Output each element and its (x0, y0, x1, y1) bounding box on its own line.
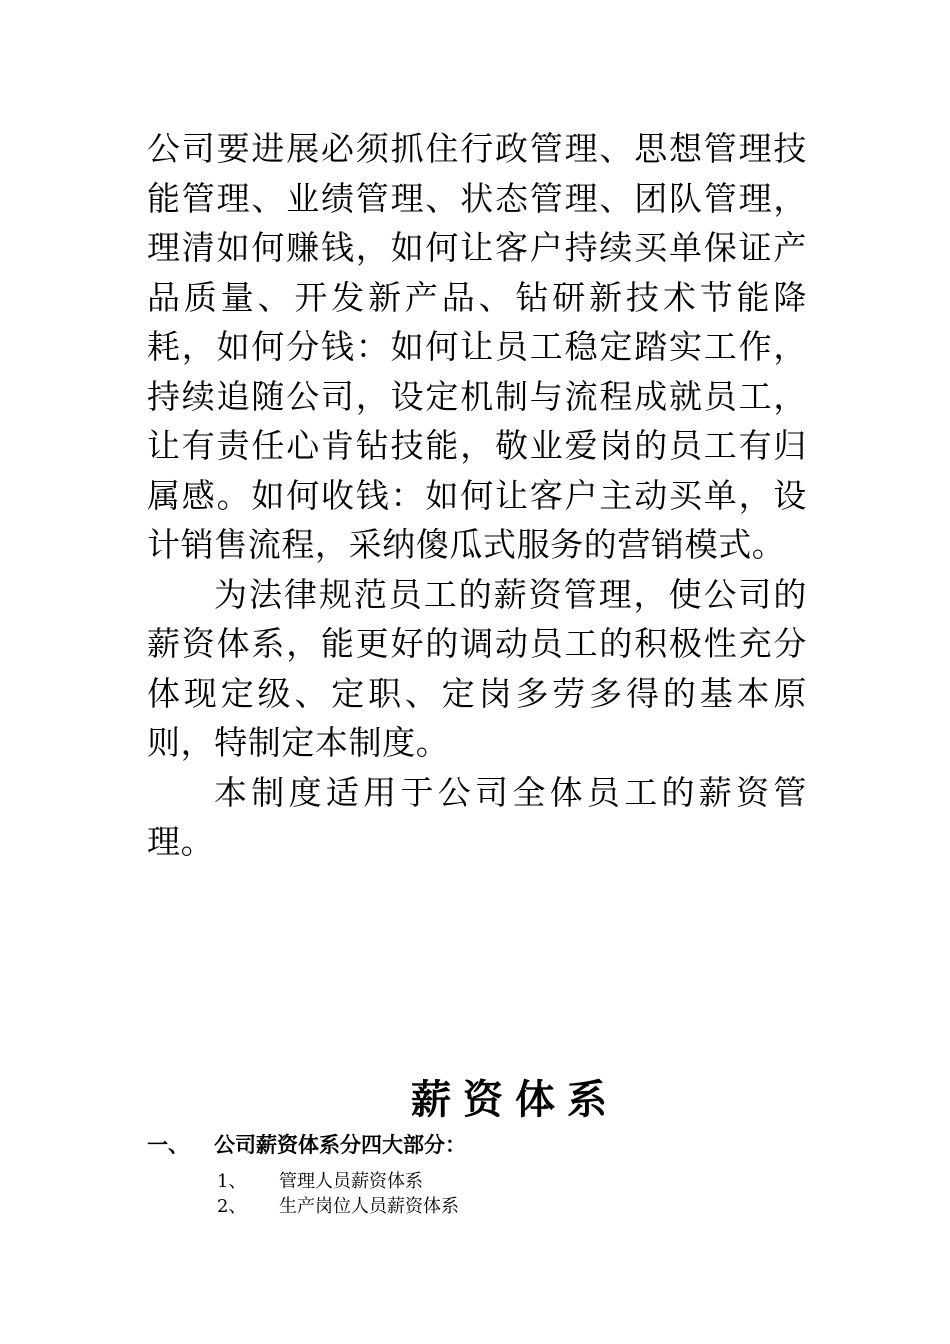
list-item-text: 生产岗位人员薪资体系 (279, 1196, 459, 1217)
list-item-text: 管理人员薪资体系 (279, 1171, 423, 1192)
list-item-number: 2、 (217, 1196, 247, 1217)
list-item-number: 1、 (217, 1171, 247, 1192)
paragraph-scope: 本制度适用于公司全体员工的薪资管理。 (147, 772, 807, 861)
list-item (217, 1194, 459, 1219)
paragraph-intro: 公司要进展必须抓住行政管理、思想管理技能管理、业绩管理、状态管理、团队管理，理清如何赚钱，如何让客户持续买单保证产品质量、开发新产品、钻研新技术节能降耗，如何分钱：如何让员工稳定踏实工作，持续追随公司，设定机制与流程成就员工，让有责任心肯钻技能，敬业爱岗的员工有归属感。如何收钱：如何让客户主动买单，设计销售流程，采纳傻瓜式服务的营销模式。 (147, 129, 807, 564)
body-text (147, 124, 807, 867)
outline-heading-number: 一、 (147, 1132, 189, 1157)
outline-list (217, 1169, 459, 1219)
section-title: 薪资体系 (411, 1076, 619, 1123)
outline-heading-text: 公司薪资体系分四大部分： (214, 1132, 466, 1157)
outline-heading (147, 1129, 466, 1159)
list-item (217, 1169, 459, 1194)
paragraph-purpose: 为法律规范员工的薪资管理，使公司的薪资体系，能更好的调动员工的积极性充分体现定级、定职、定岗多劳多得的基本原则，特制定本制度。 (147, 574, 807, 762)
